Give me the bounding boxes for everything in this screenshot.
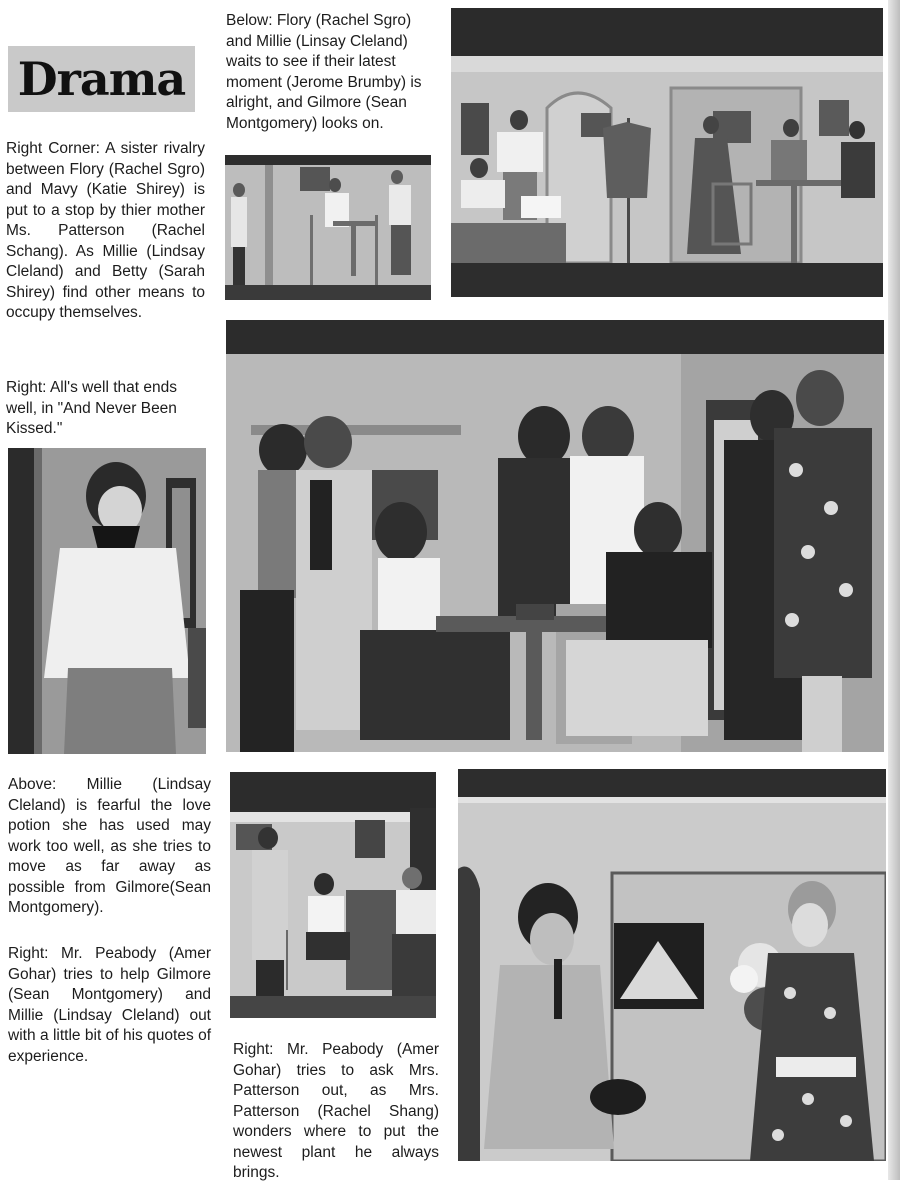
photo-peabody-help (230, 772, 436, 1018)
caption-peabody-ask: Right: Mr. Peabody (Amer Gohar) tries to ask Mrs. Patterson out, as Mrs. Patterson (Rachel Shang) wonders where to put the newest plant he always brings. (233, 1041, 439, 1181)
photo-stage-wide (451, 8, 883, 297)
section-title: Drama (17, 52, 186, 106)
caption-alls-well: Right: All's well that ends well, in "And Never Been Kissed." (6, 379, 177, 437)
photo-stage-small (225, 155, 431, 300)
photo-millie-portrait (8, 448, 206, 754)
caption-right-corner: Right Corner: A sister rivalry between Flory (Rachel Sgro) and Mavy (Katie Shirey) is put to a stop by thier mother Ms. Patterson (Rachel Schang). As Millie (Lindsay Cleland) and Betty (Sarah Shirey) find other means to occupy themselves. (6, 140, 205, 321)
caption-peabody-help: Right: Mr. Peabody (Amer Gohar) tries to help Gilmore (Sean Montgomery) and Millie (Lindsay Cleland) out with a little bit of his quotes of experience. (8, 945, 211, 1065)
page-gutter-edge (888, 0, 900, 1180)
caption-above: Above: Millie (Lindsay Cleland) is fearful the love potion she has used may work too well, as she tries to move as far away as possible from Gilmore(Sean Montgomery). (8, 776, 211, 916)
photo-peabody-ask (458, 769, 886, 1161)
section-title-box (8, 46, 195, 112)
caption-below: Below: Flory (Rachel Sgro) and Millie (Linsay Cleland) waits to see if their latest moment (Jerome Brumby) is alright, and Gilmore (Sean Montgomery) looks on. (226, 12, 422, 132)
photo-kiss-scene (226, 320, 884, 752)
